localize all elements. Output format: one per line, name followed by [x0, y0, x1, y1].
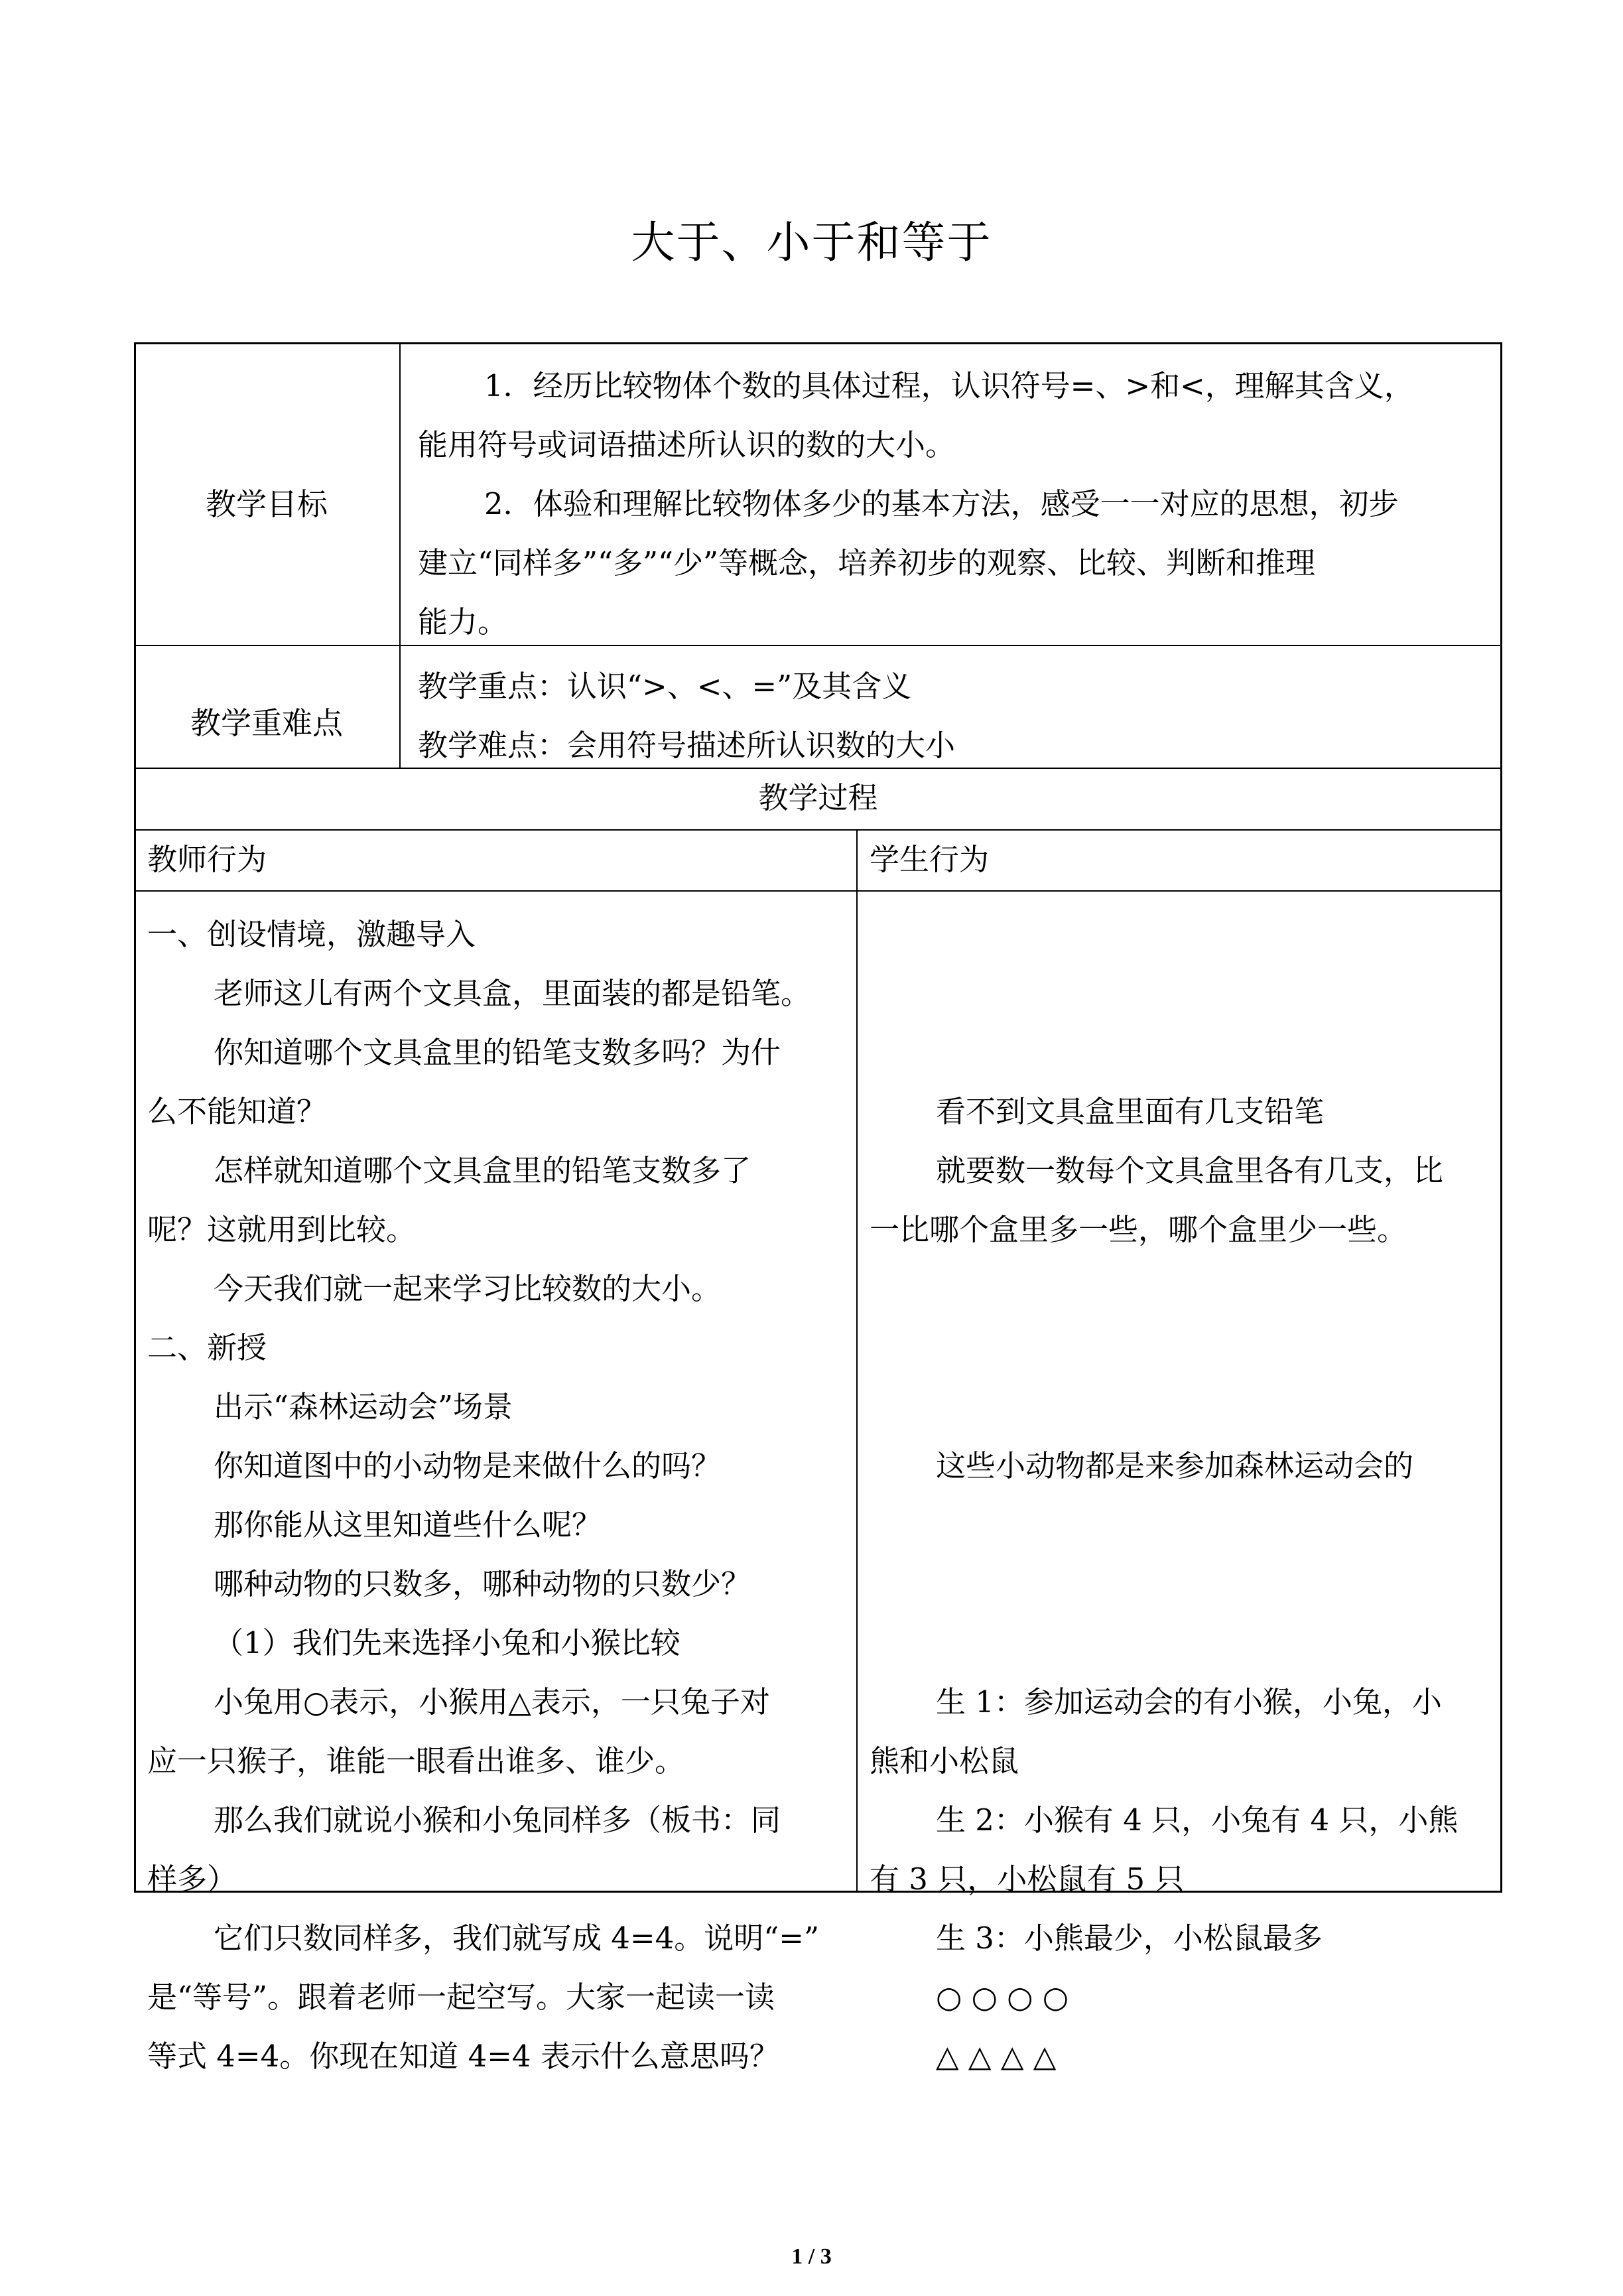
- teacher-line: 一、创设情境，激趣导入: [147, 917, 476, 952]
- table-border-left: [134, 342, 136, 1893]
- table-border-right: [1500, 342, 1502, 1893]
- row-divider: [134, 890, 1502, 892]
- table-border-top: [134, 342, 1502, 344]
- student-line: 生 2：小猴有 4 只，小兔有 4 只，小熊: [936, 1802, 1459, 1838]
- objective-line: 能力。: [418, 604, 508, 640]
- teacher-header: 教师行为: [147, 842, 267, 877]
- page-title: 大于、小于和等于: [631, 217, 992, 268]
- student-line: 看不到文具盒里面有几支铅笔: [936, 1094, 1325, 1129]
- label-column-divider: [399, 342, 401, 769]
- teacher-line: 么不能知道？: [147, 1094, 327, 1129]
- student-line: 生 1：参加运动会的有小猴，小兔，小: [936, 1684, 1442, 1720]
- teacher-line: 是“等号”。跟着老师一起空写。大家一起读一读: [147, 1980, 775, 2015]
- teacher-line: 老师这儿有两个文具盒，里面装的都是铅笔。: [214, 976, 811, 1011]
- teacher-line: 等式 4=4。你现在知道 4=4 表示什么意思吗？: [147, 2039, 779, 2074]
- student-line: 一比哪个盒里多一些，哪个盒里少一些。: [870, 1212, 1407, 1247]
- keypoint-line: 教学重点：认识“>、<、=”及其含义: [418, 669, 912, 704]
- teacher-line: 应一只猴子，谁能一眼看出谁多、谁少。: [147, 1743, 685, 1779]
- student-header: 学生行为: [870, 842, 990, 877]
- student-line: △ △ △ △: [936, 2039, 1057, 2074]
- objective-line: 2．体验和理解比较物体多少的基本方法，感受一一对应的思想，初步: [484, 486, 1399, 521]
- row-divider: [134, 829, 1502, 831]
- page-number: 1 / 3: [791, 2244, 832, 2269]
- keypoint-line: 教学难点：会用符号描述所认识数的大小: [418, 728, 956, 763]
- teacher-line: 样多）: [147, 1861, 237, 1897]
- student-line: ○ ○ ○ ○: [936, 1980, 1069, 2015]
- teacher-line: 哪种动物的只数多，哪种动物的只数少？: [214, 1566, 751, 1601]
- objectives-label: 教学目标: [206, 486, 328, 522]
- keypoints-label: 教学重难点: [190, 705, 343, 741]
- teacher-line: 那么我们就说小猴和小兔同样多（板书：同: [214, 1802, 781, 1838]
- student-line: 有 3 只，小松鼠有 5 只: [870, 1861, 1185, 1897]
- objective-line: 建立“同样多”“多”“少”等概念，培养初步的观察、比较、判断和推理: [418, 545, 1316, 580]
- student-line: 就要数一数每个文具盒里各有几支，比: [936, 1153, 1444, 1188]
- process-header: 教学过程: [758, 780, 878, 815]
- student-line: 熊和小松鼠: [870, 1743, 1019, 1779]
- teacher-line: 怎样就知道哪个文具盒里的铅笔支数多了: [214, 1153, 751, 1188]
- row-divider: [134, 645, 1502, 646]
- table-border-bottom: [134, 1891, 1502, 1893]
- teacher-line: （1）我们先来选择小兔和小猴比较: [214, 1625, 681, 1660]
- teacher-line: 小兔用○表示，小猴用△表示，一只兔子对: [214, 1684, 770, 1720]
- objective-line: 能用符号或词语描述所认识的数的大小。: [418, 427, 956, 462]
- teacher-line: 呢？这就用到比较。: [147, 1212, 417, 1247]
- teacher-line: 那你能从这里知道些什么呢？: [214, 1507, 602, 1542]
- teacher-line: 你知道图中的小动物是来做什么的吗？: [214, 1448, 722, 1483]
- objective-line: 1．经历比较物体个数的具体过程，认识符号=、>和<，理解其含义，: [484, 368, 1414, 403]
- teacher-line: 今天我们就一起来学习比较数的大小。: [214, 1271, 722, 1306]
- teacher-line: 它们只数同样多，我们就写成 4=4。说明“=”: [214, 1921, 819, 1956]
- student-line: 生 3：小熊最少，小松鼠最多: [936, 1921, 1323, 1956]
- teacher-line: 出示“森林运动会”场景: [214, 1389, 513, 1424]
- student-line: 这些小动物都是来参加森林运动会的: [936, 1448, 1414, 1483]
- teacher-line: 二、新授: [147, 1330, 267, 1365]
- process-column-divider: [856, 829, 858, 1892]
- teacher-line: 你知道哪个文具盒里的铅笔支数多吗？为什: [214, 1035, 781, 1070]
